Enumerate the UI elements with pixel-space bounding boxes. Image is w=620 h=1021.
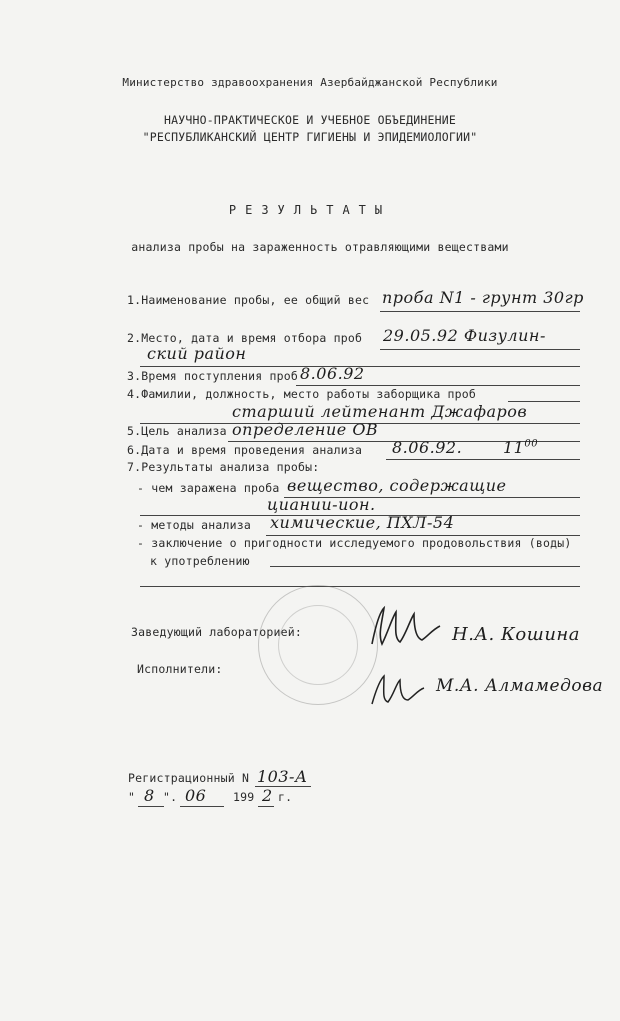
field-3-underline <box>296 385 580 386</box>
field-1-underline <box>380 311 580 312</box>
head-signature <box>366 604 446 650</box>
field-6-time-minutes: 00 <box>524 438 539 450</box>
document-title: РЕЗУЛЬТАТЫ <box>228 203 392 217</box>
field-2-value-b: ский район <box>147 344 247 363</box>
field-5-label: 5.Цель анализа <box>127 424 227 438</box>
year-underline <box>258 806 274 807</box>
field-2-underline-a <box>380 349 580 350</box>
month-underline <box>180 806 224 807</box>
registration-month: 06 <box>185 786 207 805</box>
registration-year-prefix: 199 <box>233 790 255 804</box>
date-close-quote: ". <box>163 790 178 804</box>
registration-year-suffix: г. <box>278 790 293 804</box>
field-7a-label: - чем заражена проба <box>137 481 280 495</box>
field-6-time <box>503 438 538 457</box>
field-3-value: 8.06.92 <box>300 364 365 383</box>
field-3-label: 3.Время поступления проб <box>127 369 298 383</box>
registration-number: 103-А <box>257 767 308 786</box>
field-7c-underline-b <box>140 586 580 587</box>
field-1-label: 1.Наименование пробы, ее общий вес <box>127 293 370 307</box>
field-6-time-hours: 11 <box>503 438 525 457</box>
field-7-label: 7.Результаты анализа пробы: <box>127 460 320 474</box>
head-of-lab-label: Заведующий лабораторией: <box>131 625 302 639</box>
executor-name: М.А. Алмамедова <box>436 676 604 696</box>
stamp-inner-ring <box>278 605 358 685</box>
field-4-label: 4.Фамилии, должность, место работы заборщика проб <box>127 387 477 401</box>
field-4-value: старший лейтенант Джафаров <box>232 402 528 421</box>
field-7b-value: химические, ПХЛ-54 <box>270 513 455 532</box>
org-line-1: НАУЧНО-ПРАКТИЧЕСКОЕ И УЧЕБНОЕ ОБЪЕДИНЕНИЕ <box>163 113 457 127</box>
field-7c-label-b: к употреблению <box>150 554 250 568</box>
field-5-value: определение ОВ <box>232 420 379 439</box>
registration-day: 8 <box>144 786 155 805</box>
executors-label: Исполнители: <box>137 662 223 676</box>
org-line-2: "РЕСПУБЛИКАНСКИЙ ЦЕНТР ГИГИЕНЫ И ЭПИДЕМИОЛОГИИ" <box>142 130 478 144</box>
field-6-underline <box>386 459 580 460</box>
field-6-value: 8.06.92. <box>392 438 463 457</box>
registration-date <box>128 790 135 804</box>
field-2-label: 2.Место, дата и время отбора проб <box>127 331 363 345</box>
registration-year-digit: 2 <box>262 786 273 805</box>
field-7a-value-a: вещество, содержащие <box>287 476 507 495</box>
ministry-line: Министерство здравоохранения Азербайджанской Республики <box>122 76 498 89</box>
field-1-value: проба N1 - грунт 30гр <box>382 288 584 307</box>
field-7b-label: - методы анализа <box>137 518 251 532</box>
field-2-value-a: 29.05.92 Физулин- <box>383 326 546 345</box>
date-open-quote: " <box>128 790 136 804</box>
field-6-label: 6.Дата и время проведения анализа <box>127 443 363 457</box>
head-name: Н.А. Кошина <box>452 624 580 645</box>
day-underline <box>138 806 164 807</box>
field-7a-value-b: циании-ион. <box>267 495 376 514</box>
executor-signature <box>368 670 428 710</box>
document-subtitle: анализа пробы на зараженность отравляющими веществами <box>131 240 509 254</box>
registration-label: Регистрационный N <box>128 771 250 785</box>
field-7c-underline-a <box>270 566 580 567</box>
field-7c-label-a: - заключение о пригодности исследуемого продовольствия (воды) <box>137 536 572 550</box>
